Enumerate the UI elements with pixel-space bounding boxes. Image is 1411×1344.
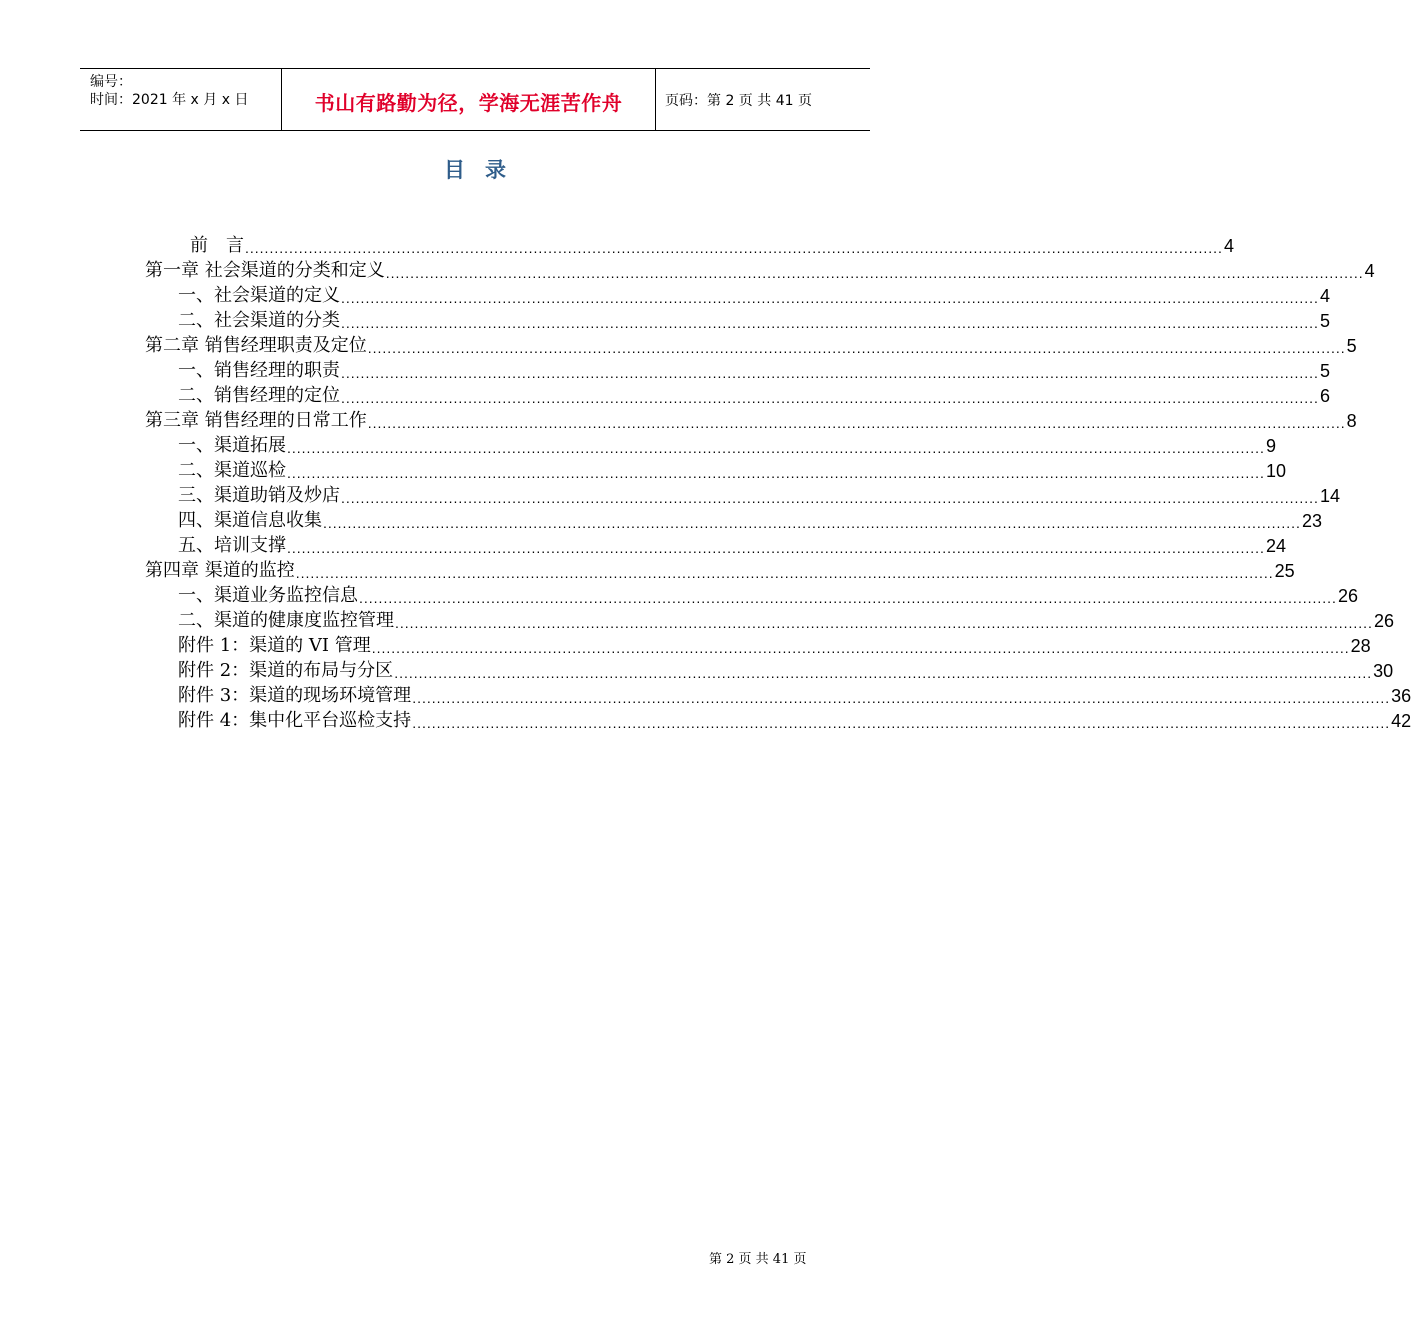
toc-entry-page-number: 24 <box>1265 536 1286 556</box>
document-number-label: 编号： <box>90 74 132 90</box>
toc-entry[interactable] <box>145 707 1411 732</box>
toc-entry[interactable] <box>145 557 1295 582</box>
toc-entry[interactable] <box>145 432 1276 457</box>
toc-entry-page-number: 26 <box>1337 586 1358 606</box>
toc-entry[interactable] <box>145 382 1330 407</box>
toc-entry-page-number: 28 <box>1350 636 1371 656</box>
toc-entry-page-number: 9 <box>1265 436 1276 456</box>
toc-entry-page-number: 23 <box>1301 511 1322 531</box>
toc-entry[interactable] <box>145 332 1357 357</box>
toc-entry[interactable] <box>145 682 1411 707</box>
toc-entry[interactable] <box>145 457 1286 482</box>
toc-dot-leader: ........................................................................................................................................................................................................ <box>341 365 1319 381</box>
toc-entry-page-number: 26 <box>1373 611 1394 631</box>
toc-dot-leader: ........................................................................................................................................................................................................ <box>412 715 1391 731</box>
toc-entry-page-number: 5 <box>1346 336 1357 356</box>
toc-dot-leader: ........................................................................................................................................................................................................ <box>341 390 1319 406</box>
toc-entry-label: 二、渠道巡检 <box>178 460 286 481</box>
toc-dot-leader: ........................................................................................................................................................................................................ <box>359 590 1337 606</box>
toc-dot-leader: ........................................................................................................................................................................................................ <box>371 640 1350 656</box>
toc-entry-label: 一、销售经理的职责 <box>178 360 340 381</box>
toc-entry-page-number: 4 <box>1319 286 1330 306</box>
toc-entry-label: 第四章 渠道的监控 <box>145 560 295 581</box>
header-center-cell <box>281 69 656 130</box>
toc-dot-leader: ........................................................................................................................................................................................................ <box>287 465 1265 481</box>
toc-entry-label: 三、渠道助销及炒店 <box>178 485 340 506</box>
toc-dot-leader: ........................................................................................................................................................................................................ <box>323 515 1301 531</box>
toc-entry-page-number: 6 <box>1319 386 1330 406</box>
toc-entry-page-number: 14 <box>1319 486 1340 506</box>
toc-entry-page-number: 5 <box>1319 311 1330 331</box>
toc-entry[interactable] <box>145 607 1394 632</box>
toc-entry[interactable] <box>145 532 1286 557</box>
page-title: 目录 <box>444 158 526 182</box>
toc-entry-page-number: 30 <box>1373 661 1394 681</box>
toc-entry-label: 第三章 销售经理的日常工作 <box>145 410 367 431</box>
toc-dot-leader: ........................................................................................................................................................................................................ <box>341 490 1319 506</box>
toc-entry-page-number: 5 <box>1319 361 1330 381</box>
toc-entry-label: 四、渠道信息收集 <box>178 510 322 531</box>
toc-entry-page-number: 8 <box>1346 411 1357 431</box>
toc-entry[interactable] <box>145 657 1394 682</box>
page-footer: 第 2 页 共 41 页 <box>709 1252 807 1267</box>
toc-entry-label: 第一章 社会渠道的分类和定义 <box>145 260 385 281</box>
toc-entry-page-number: 4 <box>1364 261 1375 281</box>
toc-entry-label: 二、销售经理的定位 <box>178 385 340 406</box>
toc-dot-leader: ........................................................................................................................................................................................................ <box>367 415 1346 431</box>
toc-dot-leader: ........................................................................................................................................................................................................ <box>287 540 1265 556</box>
toc-entry[interactable] <box>145 257 1375 282</box>
toc-entry-label: 附件 1：渠道的 VI 管理 <box>178 635 371 656</box>
toc-entry[interactable] <box>145 307 1330 332</box>
toc-entry-label: 一、渠道拓展 <box>178 435 286 456</box>
toc-entry-label: 二、社会渠道的分类 <box>178 310 340 331</box>
toc-entry[interactable] <box>145 582 1358 607</box>
toc-dot-leader: ........................................................................................................................................................................................................ <box>385 265 1364 281</box>
toc-dot-leader: ........................................................................................................................................................................................................ <box>367 340 1346 356</box>
toc-dot-leader: ........................................................................................................................................................................................................ <box>245 240 1223 256</box>
toc-entry[interactable] <box>145 632 1371 657</box>
toc-dot-leader: ........................................................................................................................................................................................................ <box>395 615 1373 631</box>
document-time-label: 时间：2021 年 x 月 x 日 <box>90 92 249 108</box>
toc-entry-page-number: 25 <box>1274 561 1295 581</box>
toc-entry[interactable] <box>145 482 1340 507</box>
toc-entry-page-number: 4 <box>1223 236 1234 256</box>
toc-dot-leader: ........................................................................................................................................................................................................ <box>287 440 1265 456</box>
toc-entry[interactable] <box>145 357 1330 382</box>
toc-entry-label: 一、渠道业务监控信息 <box>178 585 358 606</box>
toc-entry[interactable] <box>145 407 1357 432</box>
header-right-cell <box>655 69 870 130</box>
header-left-cell <box>80 69 280 130</box>
toc-entry-label: 附件 2：渠道的布局与分区 <box>178 660 394 681</box>
toc-entry-label: 附件 3：渠道的现场环境管理 <box>178 685 412 706</box>
toc-entry-label: 五、培训支撑 <box>178 535 286 556</box>
toc-entry-page-number: 10 <box>1265 461 1286 481</box>
toc-entry-page-number: 42 <box>1391 711 1411 731</box>
header-page-label: 页码：第 2 页 共 41 页 <box>665 93 812 109</box>
toc-entry-label: 一、社会渠道的定义 <box>178 285 340 306</box>
page-header <box>80 68 870 131</box>
header-motto: 书山有路勤为径，学海无涯苦作舟 <box>314 91 623 115</box>
table-of-contents <box>145 232 1411 732</box>
toc-dot-leader: ........................................................................................................................................................................................................ <box>412 690 1391 706</box>
toc-entry-label: 附件 4：集中化平台巡检支持 <box>178 710 412 731</box>
toc-entry-label: 第二章 销售经理职责及定位 <box>145 335 367 356</box>
toc-dot-leader: ........................................................................................................................................................................................................ <box>295 565 1274 581</box>
toc-dot-leader: ........................................................................................................................................................................................................ <box>341 290 1319 306</box>
toc-entry[interactable] <box>145 232 1234 257</box>
toc-dot-leader: ........................................................................................................................................................................................................ <box>341 315 1319 331</box>
toc-entry-label: 前 言 <box>190 235 244 256</box>
toc-dot-leader: ........................................................................................................................................................................................................ <box>394 665 1373 681</box>
toc-entry[interactable] <box>145 507 1322 532</box>
toc-entry[interactable] <box>145 282 1330 307</box>
toc-entry-label: 二、渠道的健康度监控管理 <box>178 610 394 631</box>
toc-entry-page-number: 36 <box>1391 686 1411 706</box>
